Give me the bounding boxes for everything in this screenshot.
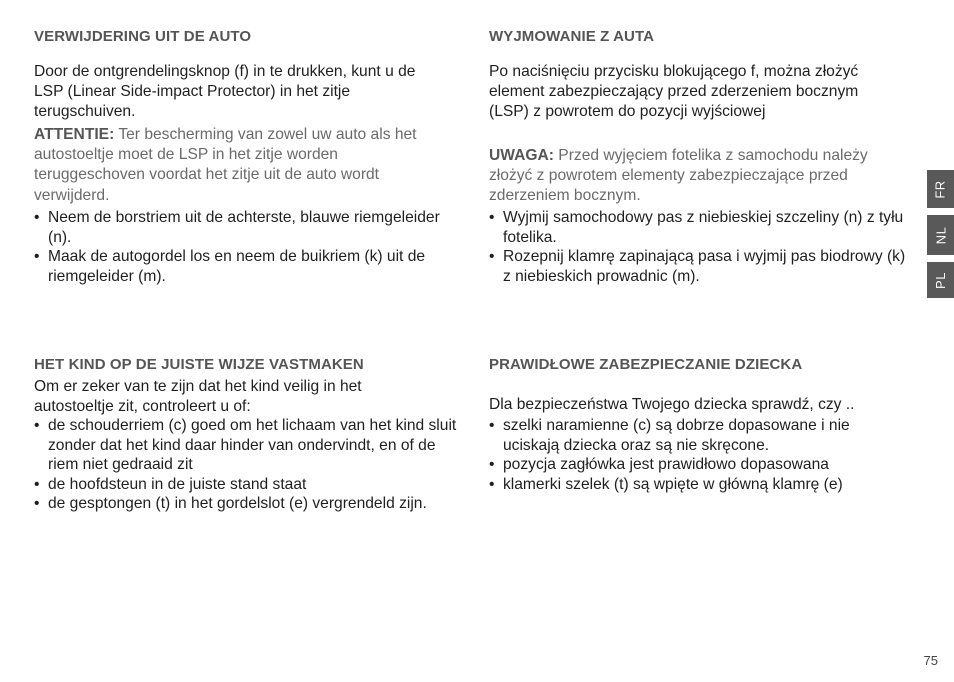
attention-note-pl — [489, 146, 909, 207]
language-tab-fr — [927, 170, 954, 208]
list-item: • pozycja zagłówka jest prawidłowo dopasowana — [489, 455, 889, 475]
language-tab-label: PL — [933, 271, 948, 289]
attention-text-pl: Przed wyjęciem fotelika z samochodu należy złożyć z powrotem elementy zabezpieczające przed zderzeniem bocznym. — [489, 147, 868, 205]
attention-text-nl: Ter bescherming van zowel uw auto als het autostoeltje moet de LSP in het zitje worden teruggeschoven voordat het zitje uit de auto wordt verwijderd. — [34, 126, 417, 204]
removal-paragraph-nl: Door de ontgrendelingsknop (f) in te drukken, kunt u de LSP (Linear Side-impact Protector) in het zitje terugschuiven. — [34, 63, 416, 121]
section-heading-removal-pl: WYJMOWANIE Z AUTA — [489, 28, 655, 45]
removal-paragraph-pl: Po naciśnięciu przycisku blokującego f, można złożyć element zabezpieczający przed zderzeniem bocznym (LSP) z powrotem do pozycji wyjściowej — [489, 63, 859, 121]
list-item: • Neem de borstriem uit de achterste, blauwe riemgeleider (n). — [34, 208, 462, 247]
list-item: • szelki naramienne (c) są dobrze dopasowane i nie uciskają dziecka oraz są nie skręcone. — [489, 416, 889, 455]
list-item: • Rozepnij klamrę zapinającą pasa i wyjmij pas biodrowy (k) z niebieskich prowadnic (m). — [489, 247, 909, 286]
attention-label-pl: UWAGA: — [489, 147, 554, 164]
list-item: • de schouderriem (c) goed om het lichaam van het kind sluit zonder dat het kind daar hinder van ondervindt, en of de riem niet gedraaid zit — [34, 416, 464, 475]
securing-paragraph-nl: Om er zeker van te zijn dat het kind veilig in het autostoeltje zit, controleert u of: — [34, 378, 362, 416]
language-tab-pl — [927, 262, 954, 298]
securing-bullet-list-pl — [489, 416, 889, 494]
list-item: • de gesptongen (t) in het gordelslot (e) vergrendeld zijn. — [34, 494, 464, 514]
section-heading-securing-nl: HET KIND OP DE JUISTE WIJZE VASTMAKEN — [34, 356, 364, 373]
language-tab-nl — [927, 215, 954, 255]
attention-label-nl: ATTENTIE: — [34, 126, 115, 143]
list-item: • Wyjmij samochodowy pas z niebieskiej szczeliny (n) z tyłu fotelika. — [489, 208, 909, 247]
language-tab-label: FR — [933, 179, 948, 199]
attention-note-nl — [34, 125, 424, 206]
removal-bullet-list-pl — [489, 208, 909, 286]
list-item: • Maak de autogordel los en neem de buikriem (k) uit de riemgeleider (m). — [34, 247, 462, 286]
page-number: 75 — [923, 653, 938, 668]
securing-bullet-list-nl — [34, 416, 464, 514]
securing-paragraph-pl: Dla bezpieczeństwa Twojego dziecka sprawdź, czy .. — [489, 396, 855, 413]
removal-bullet-list-nl — [34, 208, 462, 286]
language-tab-label: NL — [933, 226, 948, 244]
list-item: • klamerki szelek (t) są wpięte w główną klamrę (e) — [489, 475, 889, 495]
section-heading-securing-pl: PRAWIDŁOWE ZABEZPIECZANIE DZIECKA — [489, 356, 803, 373]
list-item: • de hoofdsteun in de juiste stand staat — [34, 475, 464, 495]
section-heading-removal-nl: VERWIJDERING UIT DE AUTO — [34, 28, 252, 45]
